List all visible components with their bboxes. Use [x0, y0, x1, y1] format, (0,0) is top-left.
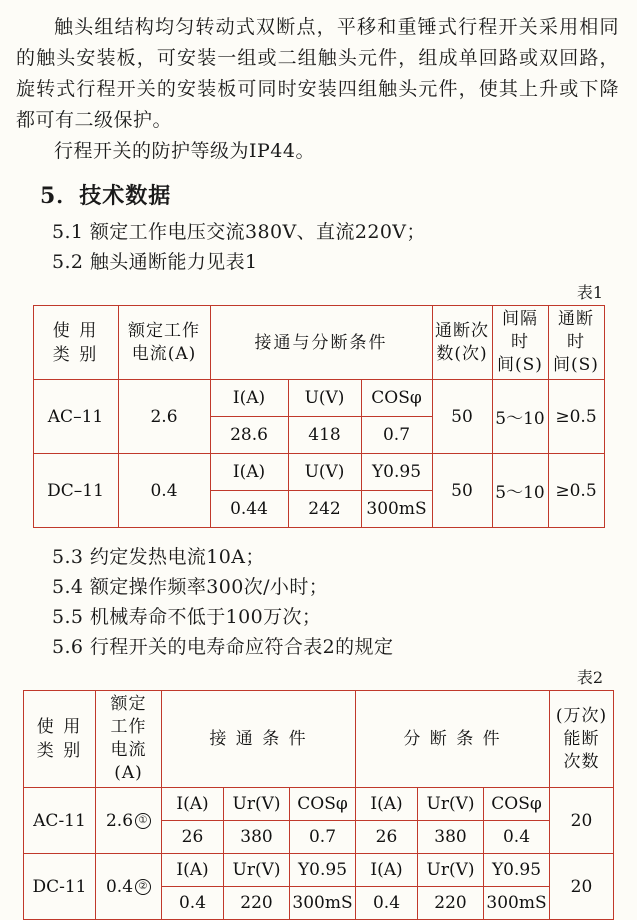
- th-break-conditions: 分 断 条 件: [356, 691, 550, 788]
- cell-break-value: 0.4: [356, 887, 418, 920]
- cell-type: DC–11: [33, 454, 118, 528]
- cell-sub-value: 418: [288, 417, 361, 454]
- th-ops-count-line1: 通断次: [435, 320, 489, 341]
- cell-make-header: Ur(V): [224, 788, 290, 821]
- cell-ops: 50: [432, 380, 492, 454]
- paragraph-1: 触头组结构均匀转动式双断点，平移和重锤式行程开关采用相同的触头安装板，可安装一组或二组触头元件，组成单回路或双回路，旋转式行程开关的安装板可同时安装四组触头元件，使其上升或下降都可有二级保护。: [16, 16, 619, 131]
- cell-current: [96, 854, 162, 920]
- cell-current: [96, 788, 162, 854]
- cell-break-header: COSφ: [484, 788, 550, 821]
- cell-break-value: 380: [418, 821, 484, 854]
- cell-break-time: ≥0.5: [548, 380, 604, 454]
- th-break-time-line1: 通断时: [558, 309, 594, 352]
- th-rated-current-line3: 电流(A): [110, 740, 147, 783]
- th-conditions: 接通与分断条件: [210, 306, 432, 380]
- item-5-5: 5.5 机械寿命不低于100万次；: [52, 606, 322, 628]
- cell-make-value: 26: [162, 821, 224, 854]
- th-electrical-life: [550, 691, 614, 788]
- th-usage-type-line1: 使 用: [52, 320, 99, 341]
- cell-sub-value: 0.44: [210, 491, 288, 528]
- table-row: [33, 454, 604, 491]
- th-ops-count-line2: 数(次): [436, 343, 488, 364]
- table-row: [33, 380, 604, 417]
- cell-break-value: 26: [356, 821, 418, 854]
- cell-break-header: I(A): [356, 854, 418, 887]
- cell-make-value: 0.4: [162, 887, 224, 920]
- th-make-conditions: 接 通 条 件: [162, 691, 356, 788]
- table-2: [23, 690, 614, 920]
- footnote-marker-2: ②: [135, 879, 151, 895]
- cell-break-header: I(A): [356, 788, 418, 821]
- th-rated-current-line1: 额定工作: [128, 320, 200, 341]
- cell-current: 2.6: [118, 380, 210, 454]
- cell-life: 20: [550, 854, 614, 920]
- th-ops-count: [432, 306, 492, 380]
- table-1-body: [33, 379, 605, 528]
- table-row: [33, 306, 604, 380]
- th-break-time-line2: 间(S): [553, 355, 599, 375]
- cell-sub-header: Y0.95: [361, 454, 432, 491]
- cell-interval: 5～10: [492, 380, 548, 454]
- cell-type: DC-11: [24, 854, 96, 920]
- cell-make-value: 0.7: [290, 821, 356, 854]
- cell-interval: 5～10: [492, 454, 548, 528]
- cell-current: 0.4: [118, 454, 210, 528]
- th-interval-line2: 间(S): [497, 355, 543, 375]
- item-5-4: 5.4 额定操作频率300次/小时；: [52, 576, 329, 598]
- cell-sub-header: I(A): [210, 454, 288, 491]
- table-row: [24, 788, 614, 821]
- th-interval-line1: 间隔时: [502, 309, 538, 352]
- th-rated-current: [118, 306, 210, 380]
- section-title: 5．技术数据: [40, 183, 172, 209]
- paragraph-2: 行程开关的防护等级为IP44。: [54, 140, 315, 162]
- table-1: [33, 305, 605, 380]
- cell-type: AC–11: [33, 380, 118, 454]
- th-usage-type-line1: 使 用: [36, 717, 83, 737]
- th-interval: [492, 306, 548, 380]
- cell-make-header: COSφ: [290, 788, 356, 821]
- table-row: [24, 854, 614, 887]
- cell-sub-value: 242: [288, 491, 361, 528]
- th-life-line3: 次数: [563, 751, 600, 772]
- cell-make-header: Y0.95: [290, 854, 356, 887]
- table-row: [24, 691, 614, 788]
- footnote-marker-1: ①: [135, 813, 151, 829]
- cell-make-value: 300mS: [290, 887, 356, 920]
- cell-sub-value: 28.6: [210, 417, 288, 454]
- item-5-1: 5.1 额定工作电压交流380V、直流220V；: [52, 221, 426, 243]
- cell-break-value: 0.4: [484, 821, 550, 854]
- cell-type: AC-11: [24, 788, 96, 854]
- th-rated-current-line2: 工作: [110, 717, 147, 737]
- cell-break-header: Ur(V): [418, 788, 484, 821]
- cell-sub-header: U(V): [288, 380, 361, 417]
- th-usage-type: [33, 306, 118, 380]
- item-5-6: 5.6 行程开关的电寿命应符合表2的规定: [52, 636, 394, 658]
- cell-make-header: I(A): [162, 788, 224, 821]
- cell-break-header: Y0.95: [484, 854, 550, 887]
- cell-make-value: 220: [224, 887, 290, 920]
- th-usage-type: [24, 691, 96, 788]
- table1-caption: 表1: [576, 283, 603, 302]
- cell-break-time: ≥0.5: [548, 454, 604, 528]
- th-usage-type-line2: 类 别: [36, 741, 83, 761]
- cell-life: 20: [550, 788, 614, 854]
- item-5-3: 5.3 约定发热电流10A；: [52, 546, 265, 568]
- cell-current-value: 2.6: [105, 810, 134, 831]
- cell-current-value: 0.4: [105, 876, 134, 897]
- th-life-line2: 能断: [563, 728, 600, 749]
- cell-make-header: Ur(V): [224, 854, 290, 887]
- th-life-line1: (万次): [555, 705, 608, 726]
- cell-break-value: 300mS: [484, 887, 550, 920]
- item-5-2: 5.2 触头通断能力见表1: [52, 251, 258, 273]
- cell-make-value: 380: [224, 821, 290, 854]
- cell-sub-header: U(V): [288, 454, 361, 491]
- cell-sub-value: 300mS: [361, 491, 432, 528]
- cell-sub-header: I(A): [210, 380, 288, 417]
- cell-break-value: 220: [418, 887, 484, 920]
- th-rated-current-line2: 电流(A): [131, 343, 197, 364]
- cell-break-header: Ur(V): [418, 854, 484, 887]
- th-rated-current-line1: 额定: [110, 694, 147, 714]
- cell-sub-value: 0.7: [361, 417, 432, 454]
- th-usage-type-line2: 类 别: [52, 344, 99, 365]
- table2-caption: 表2: [576, 668, 603, 687]
- th-rated-current: [96, 691, 162, 788]
- cell-make-header: I(A): [162, 854, 224, 887]
- cell-sub-header: COSφ: [361, 380, 432, 417]
- th-break-time: [548, 306, 604, 380]
- cell-ops: 50: [432, 454, 492, 528]
